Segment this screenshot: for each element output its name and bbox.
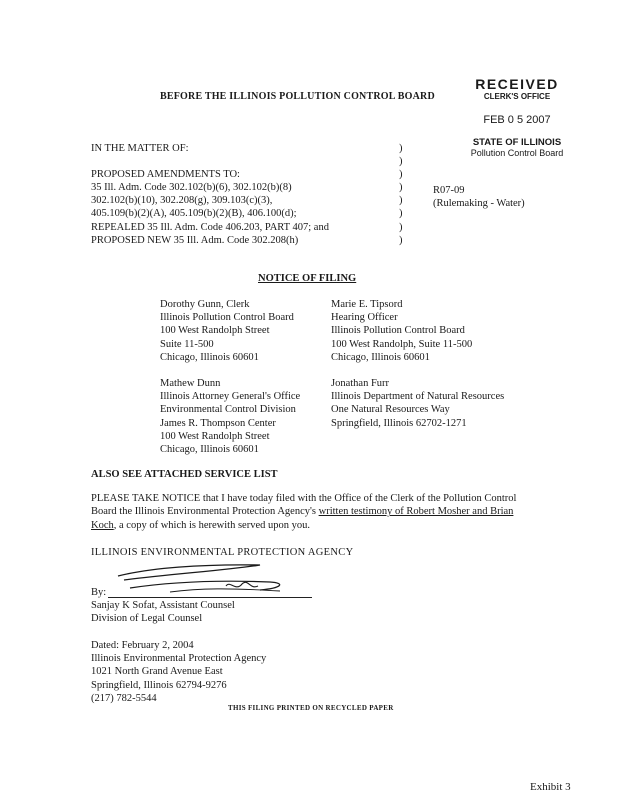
address-line: Illinois Pollution Control Board	[160, 312, 294, 324]
testimony-reference: written testimony of Robert Mosher and Brian Koch	[91, 506, 514, 531]
address-line: Environmental Control Division	[160, 404, 296, 416]
stamp-date: FEB 0 5 2007	[483, 113, 551, 126]
document-heading: BEFORE THE ILLINOIS POLLUTION CONTROL BOARD	[160, 91, 435, 102]
signer-division: Division of Legal Counsel	[91, 613, 203, 625]
exhibit-label: Exhibit 3	[530, 781, 571, 793]
address-line: Mathew Dunn	[160, 378, 221, 389]
case-type: (Rulemaking - Water)	[433, 198, 525, 210]
paren: )	[399, 208, 403, 220]
footer-line: (217) 782-5544	[91, 692, 157, 704]
address-line: Springfield, Illinois 62702-1271	[331, 417, 467, 429]
paren: )	[399, 156, 403, 168]
footer-line: Springfield, Illinois 62794-9276	[91, 679, 227, 691]
caption-line: 35 Ill. Adm. Code 302.102(b)(6), 302.102(b)(8)	[91, 182, 292, 194]
notice-title: NOTICE OF FILING	[258, 273, 357, 284]
caption-line: PROPOSED NEW 35 Ill. Adm. Code 302.208(h)	[91, 234, 299, 246]
address-line: James R. Thompson Center	[160, 417, 276, 429]
footer-line: Illinois Environmental Protection Agency	[91, 653, 267, 665]
caption-parens	[399, 142, 403, 247]
paren: )	[399, 182, 403, 194]
address-line: One Natural Resources Way	[331, 404, 450, 416]
stamp-received: RECEIVED	[475, 76, 559, 92]
address-line: 100 West Randolph Street	[160, 430, 270, 442]
stamp-clerks-office: CLERK'S OFFICE	[483, 91, 551, 101]
address-line: Suite 11-500	[160, 338, 214, 350]
recipient-block	[331, 298, 472, 364]
signer-name: Sanjay K Sofat, Assistant Counsel	[91, 600, 235, 611]
address-line: Chicago, Illinois 60601	[160, 351, 259, 363]
recycled-paper-note: THIS FILING PRINTED ON RECYCLED PAPER	[228, 704, 394, 712]
paren: )	[399, 169, 403, 181]
caption-line	[91, 155, 329, 168]
address-line: Illinois Attorney General's Office	[160, 391, 301, 403]
caption-line: PROPOSED AMENDMENTS TO:	[91, 169, 240, 181]
received-stamp	[452, 76, 582, 159]
caption-matter	[91, 142, 329, 247]
signature-line	[108, 597, 312, 598]
notice-body-text: PLEASE TAKE NOTICE that I have today filed with the Office of the Clerk of the Pollution Control Board the Illinois Environmental Protection Agency's	[91, 493, 517, 518]
paren: )	[399, 221, 403, 233]
by-label: By:	[91, 587, 107, 598]
case-number: R07-09	[433, 185, 465, 196]
address-line: Jonathan Furr	[331, 378, 390, 389]
caption-line: REPEALED 35 Ill. Adm. Code 406.203, PART 407; and	[91, 221, 329, 233]
also-see-heading: ALSO SEE ATTACHED SERVICE LIST	[91, 469, 278, 480]
case-info	[433, 184, 525, 210]
recipient-block	[160, 298, 294, 364]
notice-body-text-end: , a copy of which is herewith served upon you.	[113, 519, 310, 531]
address-line: Chicago, Illinois 60601	[160, 444, 259, 456]
stamp-board: Pollution Control Board	[470, 148, 564, 159]
signature-scribble	[110, 558, 310, 602]
address-line: Illinois Department of Natural Resources	[331, 391, 505, 403]
caption-line: 302.102(b)(10), 302.208(g), 309.103(c)(3),	[91, 195, 273, 207]
footer-line: Dated: February 2, 2004	[91, 640, 194, 651]
footer-line: 1021 North Grand Avenue East	[91, 666, 223, 678]
address-line: Hearing Officer	[331, 312, 398, 324]
footer-address	[91, 639, 266, 705]
signer-block	[91, 599, 235, 625]
address-line: Chicago, Illinois 60601	[331, 351, 430, 363]
address-line: Dorothy Gunn, Clerk	[160, 299, 250, 310]
paren: )	[399, 143, 403, 154]
address-line: 100 West Randolph Street	[160, 325, 270, 337]
paren: )	[399, 195, 403, 207]
recipient-block	[331, 377, 504, 430]
address-line: Marie E. Tipsord	[331, 299, 403, 310]
address-line: Illinois Pollution Control Board	[331, 325, 465, 337]
caption-line: IN THE MATTER OF:	[91, 143, 189, 154]
address-line: 100 West Randolph, Suite 11-500	[331, 338, 473, 350]
caption-line: 405.109(b)(2)(A), 405.109(b)(2)(B), 406.100(d);	[91, 208, 297, 220]
recipient-block	[160, 377, 300, 456]
agency-name: ILLINOIS ENVIRONMENTAL PROTECTION AGENCY	[91, 547, 354, 558]
stamp-state: STATE OF ILLINOIS	[472, 137, 562, 149]
paren: )	[399, 234, 403, 246]
notice-body	[91, 492, 541, 532]
